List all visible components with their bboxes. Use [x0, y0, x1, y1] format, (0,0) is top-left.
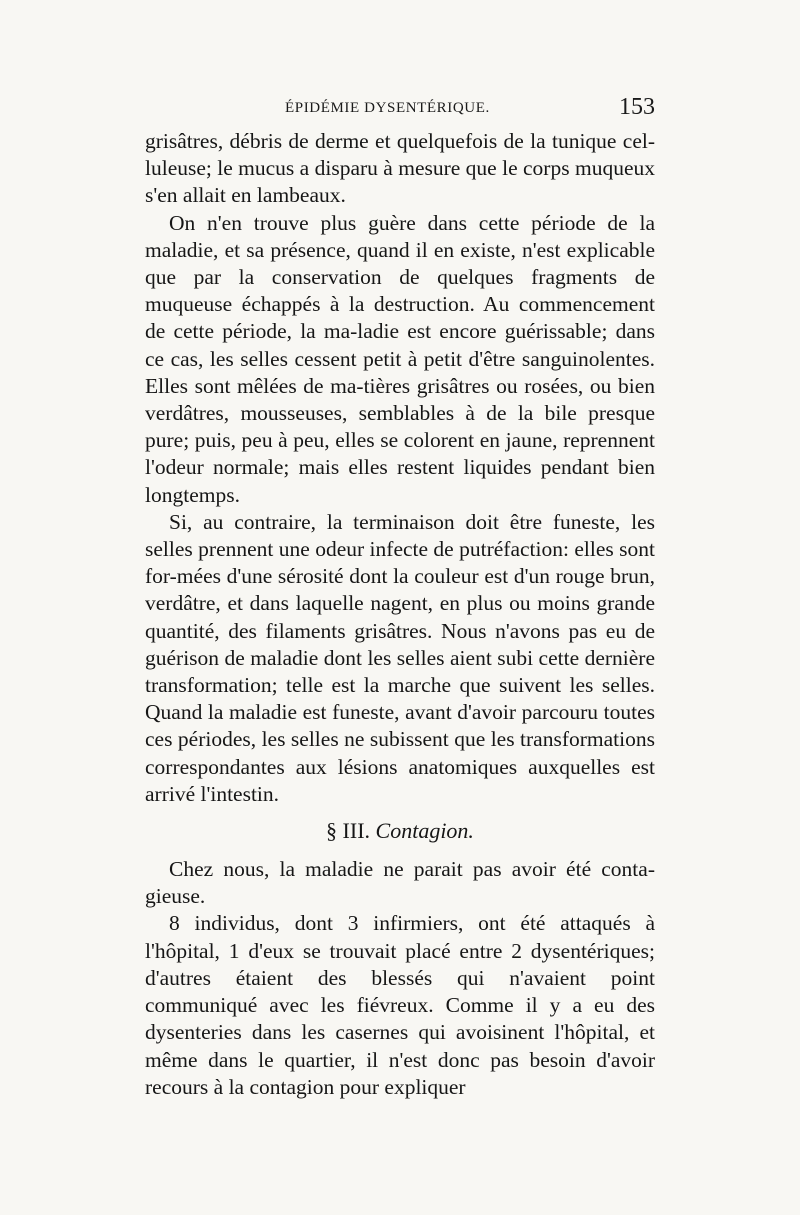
- page-header: [145, 94, 655, 124]
- paragraph: Si, au contraire, la terminaison doit être funeste, les selles prennent une odeur infecte de putréfaction: elles sont for-mées d'une sérosité dont la couleur est d'un rouge brun, verdâtre, et dans laquelle nagent, en plus ou moins grande quantité, des filaments grisâtres. Nous n'avons pas eu de guérison de maladie dont les selles aient subi cette dernière transformation; telle est la marche que suivent les selles. Quand la maladie est funeste, avant d'avoir parcouru toutes ces périodes, les selles ne subissent que les transformations correspondantes aux lésions anatomiques auxquelles est arrivé l'intestin.: [145, 509, 655, 806]
- paragraph: Chez nous, la maladie ne parait pas avoir été conta-gieuse.: [145, 857, 655, 909]
- paragraph: 8 individus, dont 3 infirmiers, ont été attaqués à l'hôpital, 1 d'eux se trouvait placé entre 2 dysentériques; d'autres étaient des blessés qui n'avaient point communiqué avec les fiévreux. Comme il y a eu des dysenteries dans les casernes qui avoisinent l'hôpital, et même dans le quartier, il n'est donc pas besoin d'avoir recours à la contagion pour expliquer: [145, 911, 655, 1099]
- section-heading: [145, 816, 655, 846]
- running-title: ÉPIDÉMIE DYSENTÉRIQUE.: [285, 100, 490, 116]
- paragraph: On n'en trouve plus guère dans cette période de la maladie, et sa présence, quand il en existe, n'est explicable que par la conservation de quelques fragments de muqueuse échappés à la destruction. Au commencement de cette période, la ma-ladie est encore guérissable; dans ce cas, les selles cessent petit à petit d'être sanguinolentes. Elles sont mêlées de ma-tières grisâtres ou rosées, ou bien verdâtres, mousseuses, semblables à de la bile presque pure; puis, peu à peu, elles se colorent en jaune, reprennent l'odeur normale; mais elles restent liquides pendant bien longtemps.: [145, 210, 655, 507]
- section-title: Contagion.: [375, 818, 474, 844]
- page-number: 153: [619, 94, 655, 120]
- paragraph: grisâtres, débris de derme et quelquefois de la tunique cel-luleuse; le mucus a disparu à mesure que le corps muqueux s'en allait en lambeaux.: [145, 129, 655, 208]
- body-text: [145, 128, 655, 1101]
- section-number: § III.: [326, 818, 371, 844]
